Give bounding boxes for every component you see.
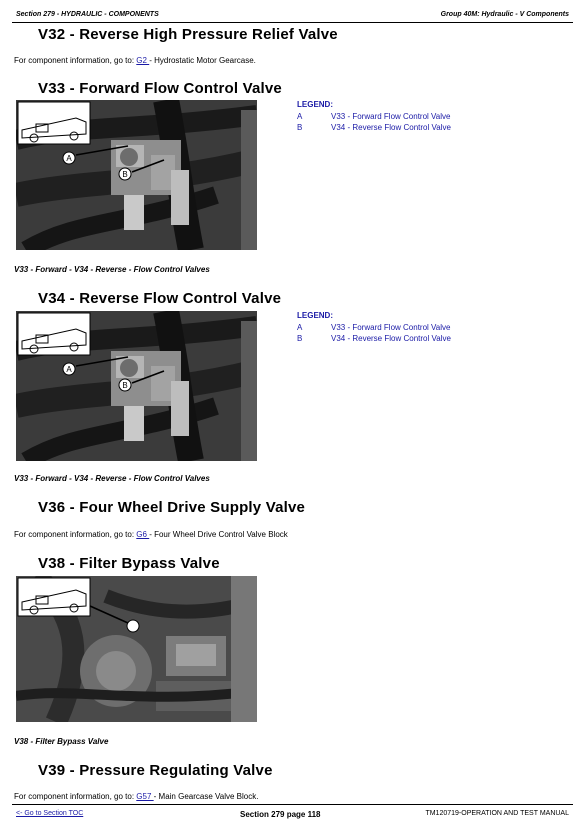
- header-divider: [12, 22, 573, 23]
- caption-v38: V38 - Filter Bypass Valve: [14, 737, 109, 746]
- heading-v33: V33 - Forward Flow Control Valve: [38, 80, 282, 97]
- link-g2[interactable]: G2: [136, 56, 150, 65]
- info-prefix: For component information, go to:: [14, 56, 137, 65]
- link-g6[interactable]: G6: [136, 530, 150, 539]
- info-suffix: - Four Wheel Drive Control Valve Block: [149, 530, 288, 539]
- info-v36: [14, 530, 288, 539]
- info-suffix: - Hydrostatic Motor Gearcase.: [149, 56, 256, 65]
- link-g57[interactable]: G57: [136, 792, 154, 801]
- photo-v38: [16, 576, 257, 722]
- header-group-label: Group 40M: Hydraulic - V Components: [440, 11, 569, 18]
- callout-b: B: [122, 381, 128, 390]
- info-suffix: - Main Gearcase Valve Block.: [153, 792, 259, 801]
- photo-v33: [16, 100, 257, 250]
- go-to-section-toc-link[interactable]: <- Go to Section TOC: [16, 810, 84, 817]
- legend-title-v34: LEGEND:: [297, 311, 333, 320]
- photo-v34: [16, 311, 257, 461]
- manual-id: TM120719-OPERATION AND TEST MANUAL: [425, 810, 569, 817]
- heading-v32: V32 - Reverse High Pressure Relief Valve: [38, 26, 338, 43]
- callout-a: A: [66, 154, 72, 163]
- info-prefix: For component information, go to:: [14, 530, 137, 539]
- heading-v34: V34 - Reverse Flow Control Valve: [38, 290, 282, 307]
- legend-row: B V34 - Reverse Flow Control Valve: [297, 123, 451, 132]
- heading-v36: V36 - Four Wheel Drive Supply Valve: [38, 499, 306, 516]
- info-v32: [14, 56, 256, 65]
- legend-row: A V33 - Forward Flow Control Valve: [297, 323, 451, 332]
- callout-b: B: [122, 170, 128, 179]
- callout-a: A: [66, 365, 72, 374]
- footer-divider: [12, 804, 573, 805]
- legend-row: A V33 - Forward Flow Control Valve: [297, 112, 451, 121]
- caption-v34: V33 - Forward - V34 - Reverse - Flow Control Valves: [14, 474, 210, 483]
- legend-row: B V34 - Reverse Flow Control Valve: [297, 334, 451, 343]
- heading-v39: V39 - Pressure Regulating Valve: [38, 762, 273, 779]
- page-number: Section 279 page 118: [240, 810, 321, 819]
- info-v39: [14, 792, 258, 801]
- info-prefix: For component information, go to:: [14, 792, 137, 801]
- heading-v38: V38 - Filter Bypass Valve: [38, 555, 220, 572]
- legend-title-v33: LEGEND:: [297, 100, 333, 109]
- header-section-label: Section 279 - HYDRAULIC - COMPONENTS: [16, 11, 159, 18]
- caption-v33: V33 - Forward - V34 - Reverse - Flow Control Valves: [14, 265, 210, 274]
